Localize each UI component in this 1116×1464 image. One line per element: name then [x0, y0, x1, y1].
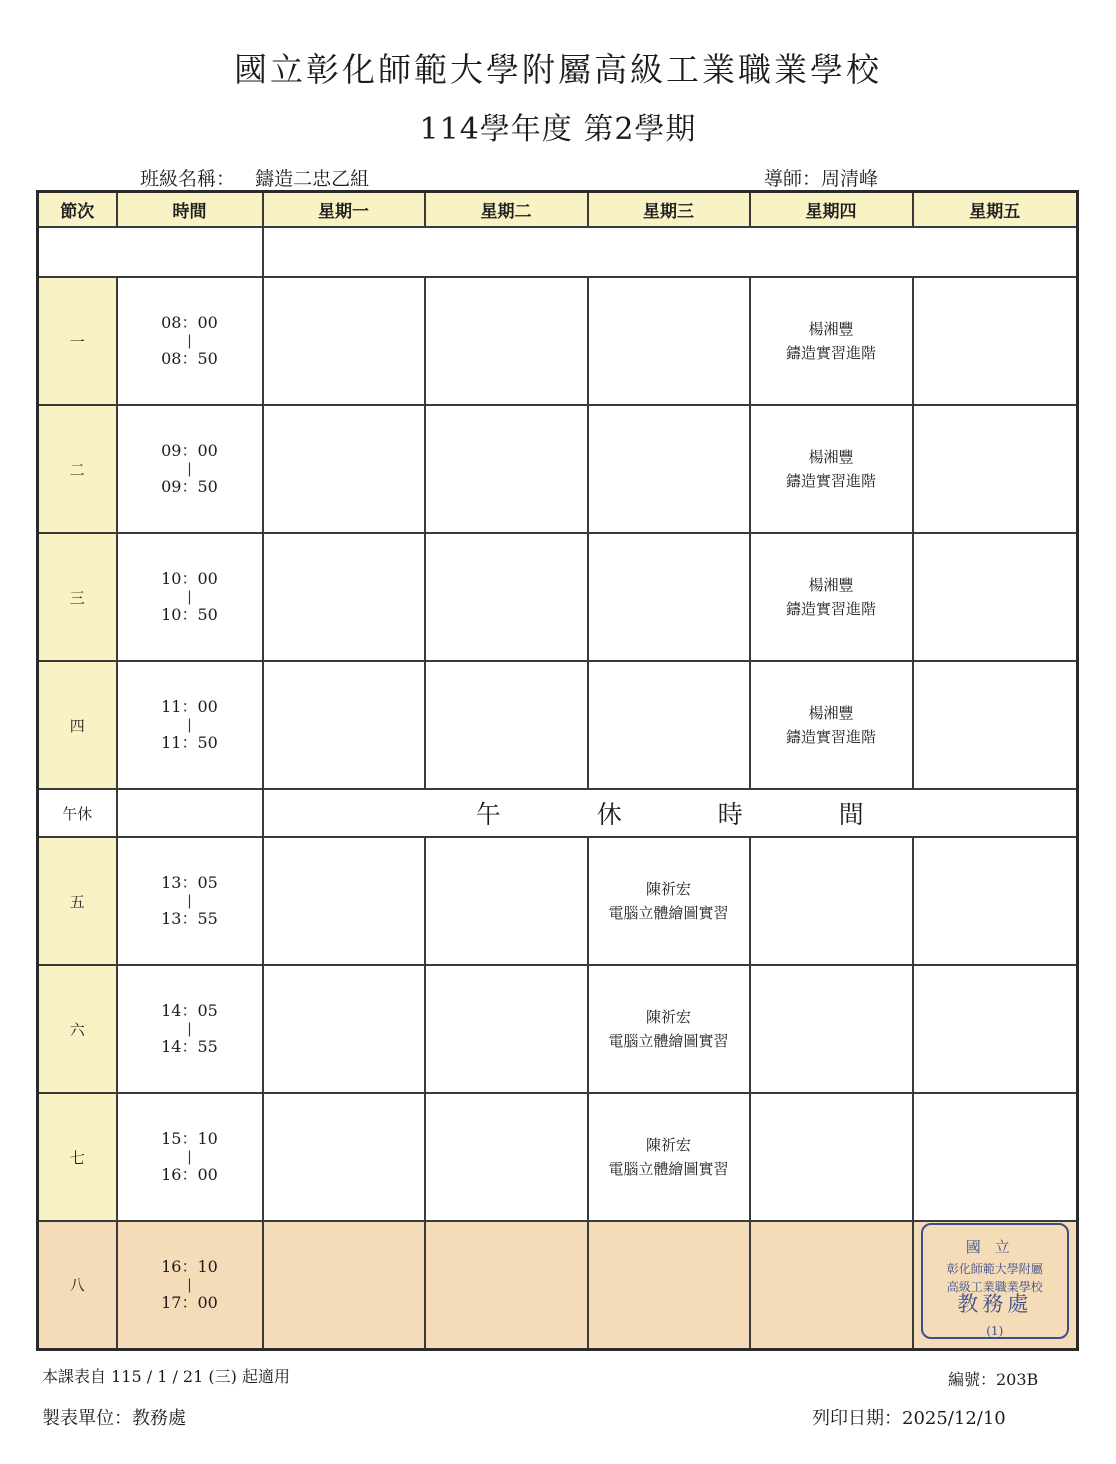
period-number: 一	[38, 277, 117, 405]
class-cell-wednesday	[588, 533, 750, 661]
time-start: 10：00	[161, 569, 218, 588]
period-time	[117, 1093, 263, 1221]
lunch-char: 午	[475, 800, 501, 829]
class-cell-tuesday	[425, 965, 588, 1093]
seal-line4: 教務處	[957, 1292, 1033, 1317]
class-cell-thursday	[750, 277, 913, 405]
class-label: 班級名稱：	[140, 168, 236, 190]
class-cell-friday	[913, 837, 1078, 965]
time-sep: |	[187, 1276, 192, 1293]
period-time	[117, 533, 263, 661]
col-thursday: 星期四	[750, 192, 913, 228]
class-cell-wednesday	[588, 661, 750, 789]
lunch-break-text	[263, 789, 1078, 837]
class-cell-friday	[913, 533, 1078, 661]
class-text: 楊湘豐 鑄造實習進階	[785, 448, 876, 490]
print-date: 列印日期：2025/12/10	[812, 1408, 1006, 1429]
time-start: 15：10	[161, 1129, 218, 1148]
time-start: 08：00	[161, 313, 218, 332]
period-number: 八	[38, 1221, 117, 1349]
period-number: 六	[38, 965, 117, 1093]
blank-cell	[263, 227, 1078, 277]
class-cell-wednesday	[588, 1093, 750, 1221]
class-cell-thursday	[750, 533, 913, 661]
time-end: 17：00	[161, 1292, 218, 1312]
period-number: 五	[38, 837, 117, 965]
time-end: 14：55	[161, 1037, 218, 1056]
class-cell-monday	[263, 533, 425, 661]
col-tuesday: 星期二	[425, 192, 588, 228]
time-start: 09：00	[161, 441, 218, 460]
time-start: 14：05	[161, 1001, 218, 1020]
period-time	[117, 837, 263, 965]
period-row	[38, 837, 1078, 965]
class-text: 楊湘豐 鑄造實習進階	[785, 320, 876, 362]
header-row	[38, 192, 1078, 228]
time-end: 13：55	[161, 909, 218, 928]
class-cell-tuesday	[425, 837, 588, 965]
effective-date: 本課表自 115 / 1 / 21 (三) 起適用	[42, 1367, 290, 1386]
time-start: 11：00	[161, 697, 218, 716]
class-text: 陳祈宏 電腦立體繪圖實習	[608, 1008, 729, 1050]
period-row	[38, 277, 1078, 405]
class-cell-monday	[263, 1093, 425, 1221]
class-cell-friday	[913, 965, 1078, 1093]
class-cell-thursday	[750, 965, 913, 1093]
period-row	[38, 405, 1078, 533]
period-number: 二	[38, 405, 117, 533]
col-friday: 星期五	[913, 192, 1078, 228]
lunch-char: 間	[838, 800, 864, 829]
timetable	[36, 190, 1079, 1351]
time-sep: |	[187, 717, 192, 733]
time-start: 13：05	[161, 873, 218, 892]
time-sep: |	[187, 893, 192, 909]
teacher-info	[764, 164, 878, 191]
class-cell-monday	[263, 1221, 425, 1349]
class-cell-friday	[913, 1093, 1078, 1221]
teacher-label: 導師：	[764, 168, 822, 190]
seal-line5: (1)	[986, 1324, 1004, 1339]
office-seal	[921, 1223, 1069, 1339]
time-start: 16：10	[161, 1256, 218, 1276]
class-cell-tuesday	[425, 533, 588, 661]
period-row	[38, 1093, 1078, 1221]
period-time	[117, 405, 263, 533]
period-row	[38, 965, 1078, 1093]
period-number: 七	[38, 1093, 117, 1221]
class-cell-tuesday	[425, 1093, 588, 1221]
lunch-row	[38, 789, 1078, 837]
time-end: 08：50	[161, 349, 218, 368]
time-sep: |	[187, 461, 192, 477]
seal-line3: 高級工業職業學校	[946, 1280, 1043, 1295]
time-end: 10：50	[161, 605, 218, 624]
time-sep: |	[187, 333, 192, 349]
school-title: 國立彰化師範大學附屬高級工業職業學校	[234, 50, 882, 89]
period-time	[117, 277, 263, 405]
col-time: 時間	[117, 192, 263, 228]
class-cell-wednesday	[588, 277, 750, 405]
class-cell-thursday	[750, 405, 913, 533]
class-cell-tuesday	[425, 1221, 588, 1349]
class-cell-friday	[913, 1221, 1078, 1349]
class-cell-thursday	[750, 661, 913, 789]
class-name: 鑄造二忠乙組	[255, 168, 370, 190]
period-row	[38, 661, 1078, 789]
class-cell-wednesday	[588, 405, 750, 533]
class-cell-wednesday	[588, 965, 750, 1093]
time-sep: |	[187, 1149, 192, 1165]
period-number: 四	[38, 661, 117, 789]
class-cell-thursday	[750, 1093, 913, 1221]
time-sep: |	[187, 1021, 192, 1037]
class-cell-thursday	[750, 1221, 913, 1349]
period-time	[117, 965, 263, 1093]
class-cell-monday	[263, 837, 425, 965]
teacher-name: 周清峰	[821, 168, 879, 190]
class-cell-monday	[263, 277, 425, 405]
class-text: 楊湘豐 鑄造實習進階	[785, 704, 876, 746]
seal-line2: 彰化師範大學附屬	[946, 1262, 1043, 1277]
class-cell-tuesday	[425, 661, 588, 789]
class-cell-wednesday	[588, 837, 750, 965]
class-text: 楊湘豐 鑄造實習進階	[785, 576, 876, 618]
time-end: 16：00	[161, 1165, 218, 1184]
time-end: 11：50	[161, 733, 218, 752]
class-cell-tuesday	[425, 405, 588, 533]
col-monday: 星期一	[263, 192, 425, 228]
col-period: 節次	[38, 192, 117, 228]
time-end: 09：50	[161, 477, 218, 496]
blank-row	[38, 227, 1078, 277]
class-cell-monday	[263, 405, 425, 533]
period-time	[117, 1221, 263, 1349]
class-cell-monday	[263, 661, 425, 789]
period-time	[117, 661, 263, 789]
blank-cell	[38, 227, 263, 277]
time-sep: |	[187, 589, 192, 605]
class-cell-monday	[263, 965, 425, 1093]
period-number: 三	[38, 533, 117, 661]
period-row	[38, 1221, 1078, 1349]
lunch-label: 午休	[38, 789, 117, 837]
lunch-time-cell	[117, 789, 263, 837]
col-wednesday: 星期三	[588, 192, 750, 228]
class-text: 陳祈宏 電腦立體繪圖實習	[608, 1136, 729, 1178]
class-cell-friday	[913, 277, 1078, 405]
class-cell-wednesday	[588, 1221, 750, 1349]
seal-line1: 國立	[965, 1238, 1024, 1257]
class-cell-friday	[913, 405, 1078, 533]
class-info	[140, 164, 369, 191]
term-title: 114學年度 第2學期	[419, 112, 697, 147]
form-code: 編號：203B	[948, 1370, 1039, 1389]
class-cell-tuesday	[425, 277, 588, 405]
lunch-char: 時	[717, 800, 743, 829]
class-cell-friday	[913, 661, 1078, 789]
lunch-char: 休	[596, 800, 622, 829]
period-row	[38, 533, 1078, 661]
class-text: 陳祈宏 電腦立體繪圖實習	[608, 880, 729, 922]
maker-unit: 製表單位：教務處	[42, 1408, 186, 1429]
class-cell-thursday	[750, 837, 913, 965]
